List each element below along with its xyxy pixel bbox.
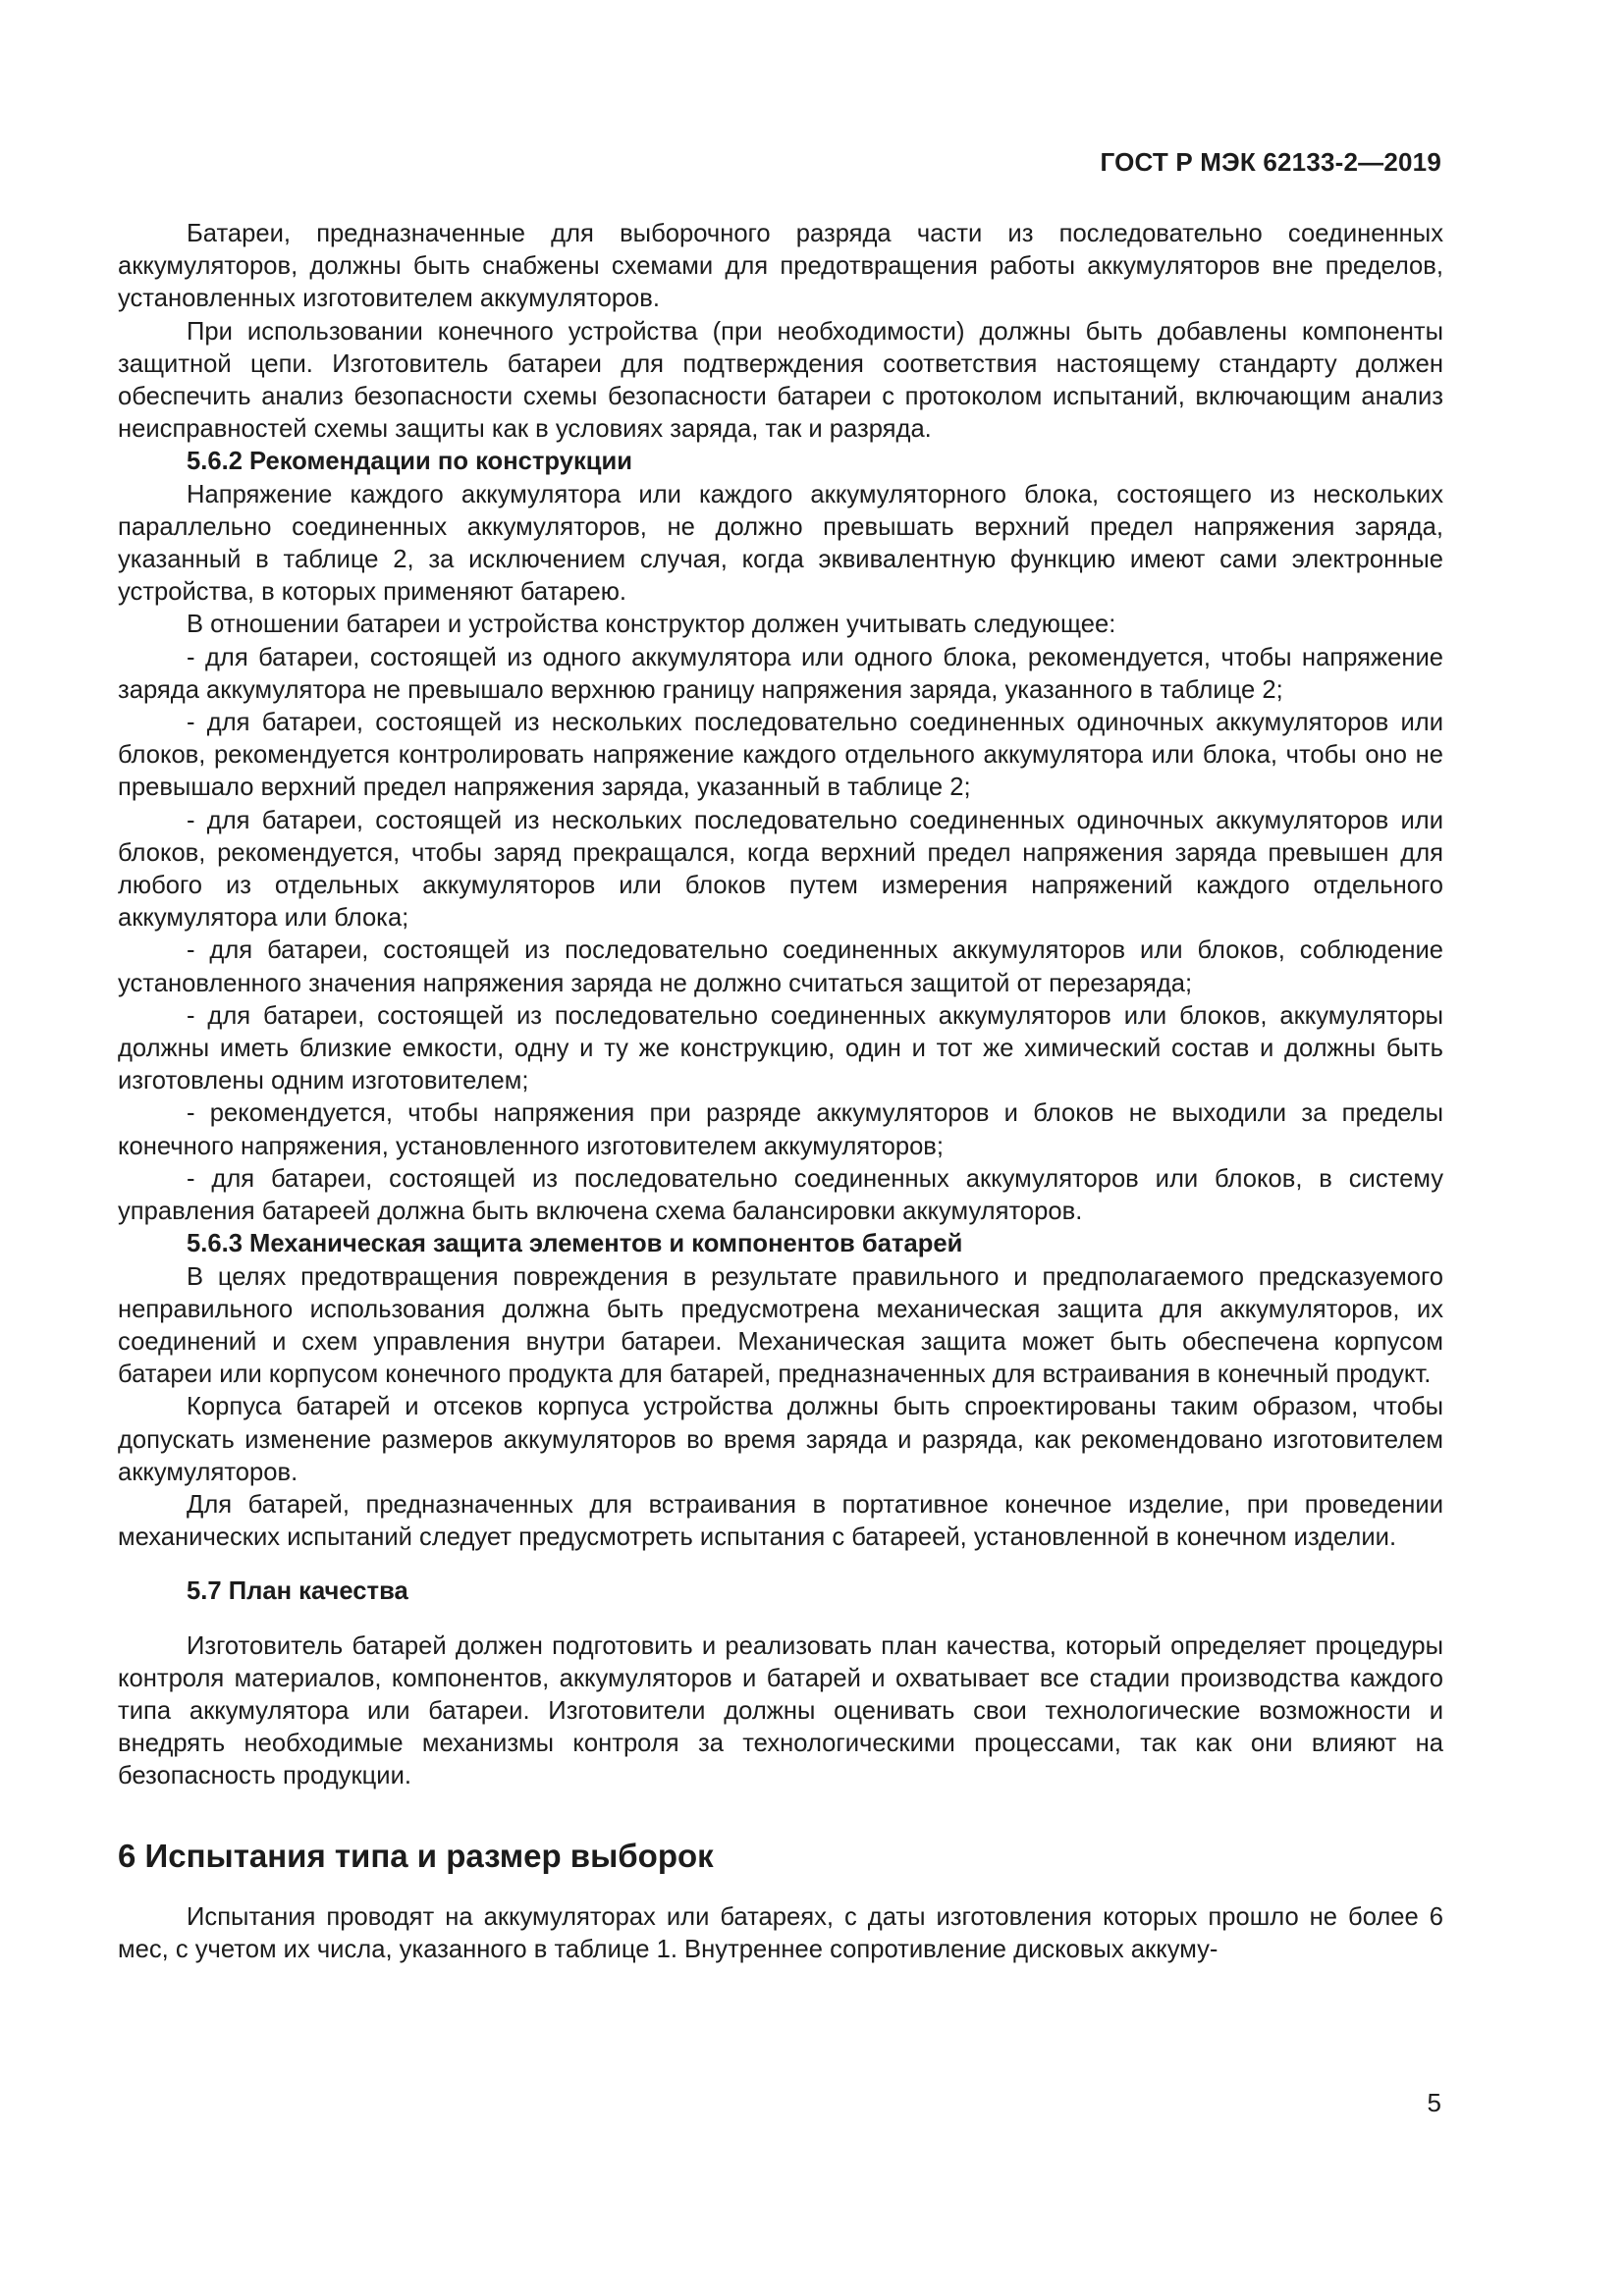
list-item: - для батареи, состоящей из последовательно соединенных аккумуляторов или блоков, соблюдение установленного значения напряжения заряда не должно считаться защитой от перезаряда; xyxy=(118,936,1443,997)
standard-header: ГОСТ Р МЭК 62133-2—2019 xyxy=(1100,147,1441,177)
paragraph: В отношении батареи и устройства конструктор должен учитывать следующее: xyxy=(187,611,1116,639)
list-item: - для батареи, состоящей из нескольких последовательно соединенных одиночных аккумуляторов или блоков, рекомендуется контролировать напряжение каждого отдельного аккумулятора или блока, чтобы оно не превышало верхний предел напряжения заряда, указанный в таблице 2; xyxy=(118,709,1443,802)
paragraph: В целях предотвращения повреждения в результате правильного и предполагаемого предсказуемого неправильного использования должна быть предусмотрена механическая защита для аккумуляторов, их соединений и схем управления внутри батареи. Механическая защита может быть обеспечена корпусом батареи или корпусом конечного продукта для батарей, предназначенных для встраивания в конечный продукт. xyxy=(118,1262,1443,1389)
chapter-heading: 6 Испытания типа и размер выборок xyxy=(118,1837,714,1874)
subsection-heading: 5.6.2 Рекомендации по конструкции xyxy=(187,448,632,476)
page-number: 5 xyxy=(1427,2088,1441,2117)
paragraph: При использовании конечного устройства (при необходимости) должны быть добавлены компоненты защитной цепи. Изготовитель батареи для подтверждения соответствия настоящему стандарту должен обеспечить анализ безопасности схемы безопасности батареи с протоколом испытаний, включающим анализ неисправностей схемы защиты как в условиях заряда, так и разряда. xyxy=(118,317,1443,444)
list-item: - для батареи, состоящей из последовательно соединенных аккумуляторов или блоков, в систему управления батареей должна быть включена схема балансировки аккумуляторов. xyxy=(118,1164,1443,1226)
list-item: - рекомендуется, чтобы напряжения при разряде аккумуляторов и блоков не выходили за пределы конечного напряжения, установленного изготовителем аккумуляторов; xyxy=(118,1099,1443,1160)
paragraph: Напряжение каждого аккумулятора или каждого аккумуляторного блока, состоящего из нескольких параллельно соединенных аккумуляторов, не должно превышать верхний предел напряжения заряда, указанный в таблице 2, за исключением случая, когда эквивалентную функцию имеют сами электронные устройства, в которых применяют батарею. xyxy=(118,480,1443,607)
paragraph: Изготовитель батарей должен подготовить и реализовать план качества, который определяет процедуры контроля материалов, компонентов, аккумуляторов и батарей и охватывает все стадии производства каждого типа аккумулятора или батареи. Изготовители должны оценивать свои технологические возможности и внедрять необходимые механизмы контроля за технологическими процессами, так как они влияют на безопасность продукции. xyxy=(118,1631,1443,1790)
list-item: - для батареи, состоящей из последовательно соединенных аккумуляторов или блоков, аккумуляторы должны иметь близкие емкости, одну и ту же конструкцию, один и тот же химический состав и должны быть изготовлены одним изготовителем; xyxy=(118,1001,1443,1095)
paragraph: Корпуса батарей и отсеков корпуса устройства должны быть спроектированы таким образом, чтобы допускать изменение размеров аккумуляторов во время заряда и разряда, как рекомендовано изготовителем аккумуляторов. xyxy=(118,1393,1443,1486)
paragraph: Испытания проводят на аккумуляторах или батареях, с даты изготовления которых прошло не более 6 мес, с учетом их числа, указанного в таблице 1. Внутреннее сопротивление дисковых аккуму- xyxy=(118,1902,1443,1963)
subsection-heading: 5.6.3 Механическая защита элементов и компонентов батарей xyxy=(187,1230,963,1258)
section-heading: 5.7 План качества xyxy=(187,1577,408,1606)
paragraph: Батареи, предназначенные для выборочного разряда части из последовательно соединенных аккумуляторов, должны быть снабжены схемами для предотвращения работы аккумуляторов вне пределов, установленных изготовителем аккумуляторов. xyxy=(118,220,1443,313)
list-item: - для батареи, состоящей из одного аккумулятора или одного блока, рекомендуется, чтобы напряжение заряда аккумулятора не превышало верхнюю границу напряжения заряда, указанного в таблице 2; xyxy=(118,643,1443,704)
list-item: - для батареи, состоящей из нескольких последовательно соединенных одиночных аккумуляторов или блоков, рекомендуется, чтобы заряд прекращался, когда верхний предел напряжения заряда превышен для любого из отдельных аккумуляторов или блоков путем измерения напряжений каждого отдельного аккумулятора или блока; xyxy=(118,806,1443,933)
paragraph: Для батарей, предназначенных для встраивания в портативное конечное изделие, при проведении механических испытаний следует предусмотреть испытания с батареей, установленной в конечном изделии. xyxy=(118,1490,1443,1552)
document-body xyxy=(118,218,1443,1966)
